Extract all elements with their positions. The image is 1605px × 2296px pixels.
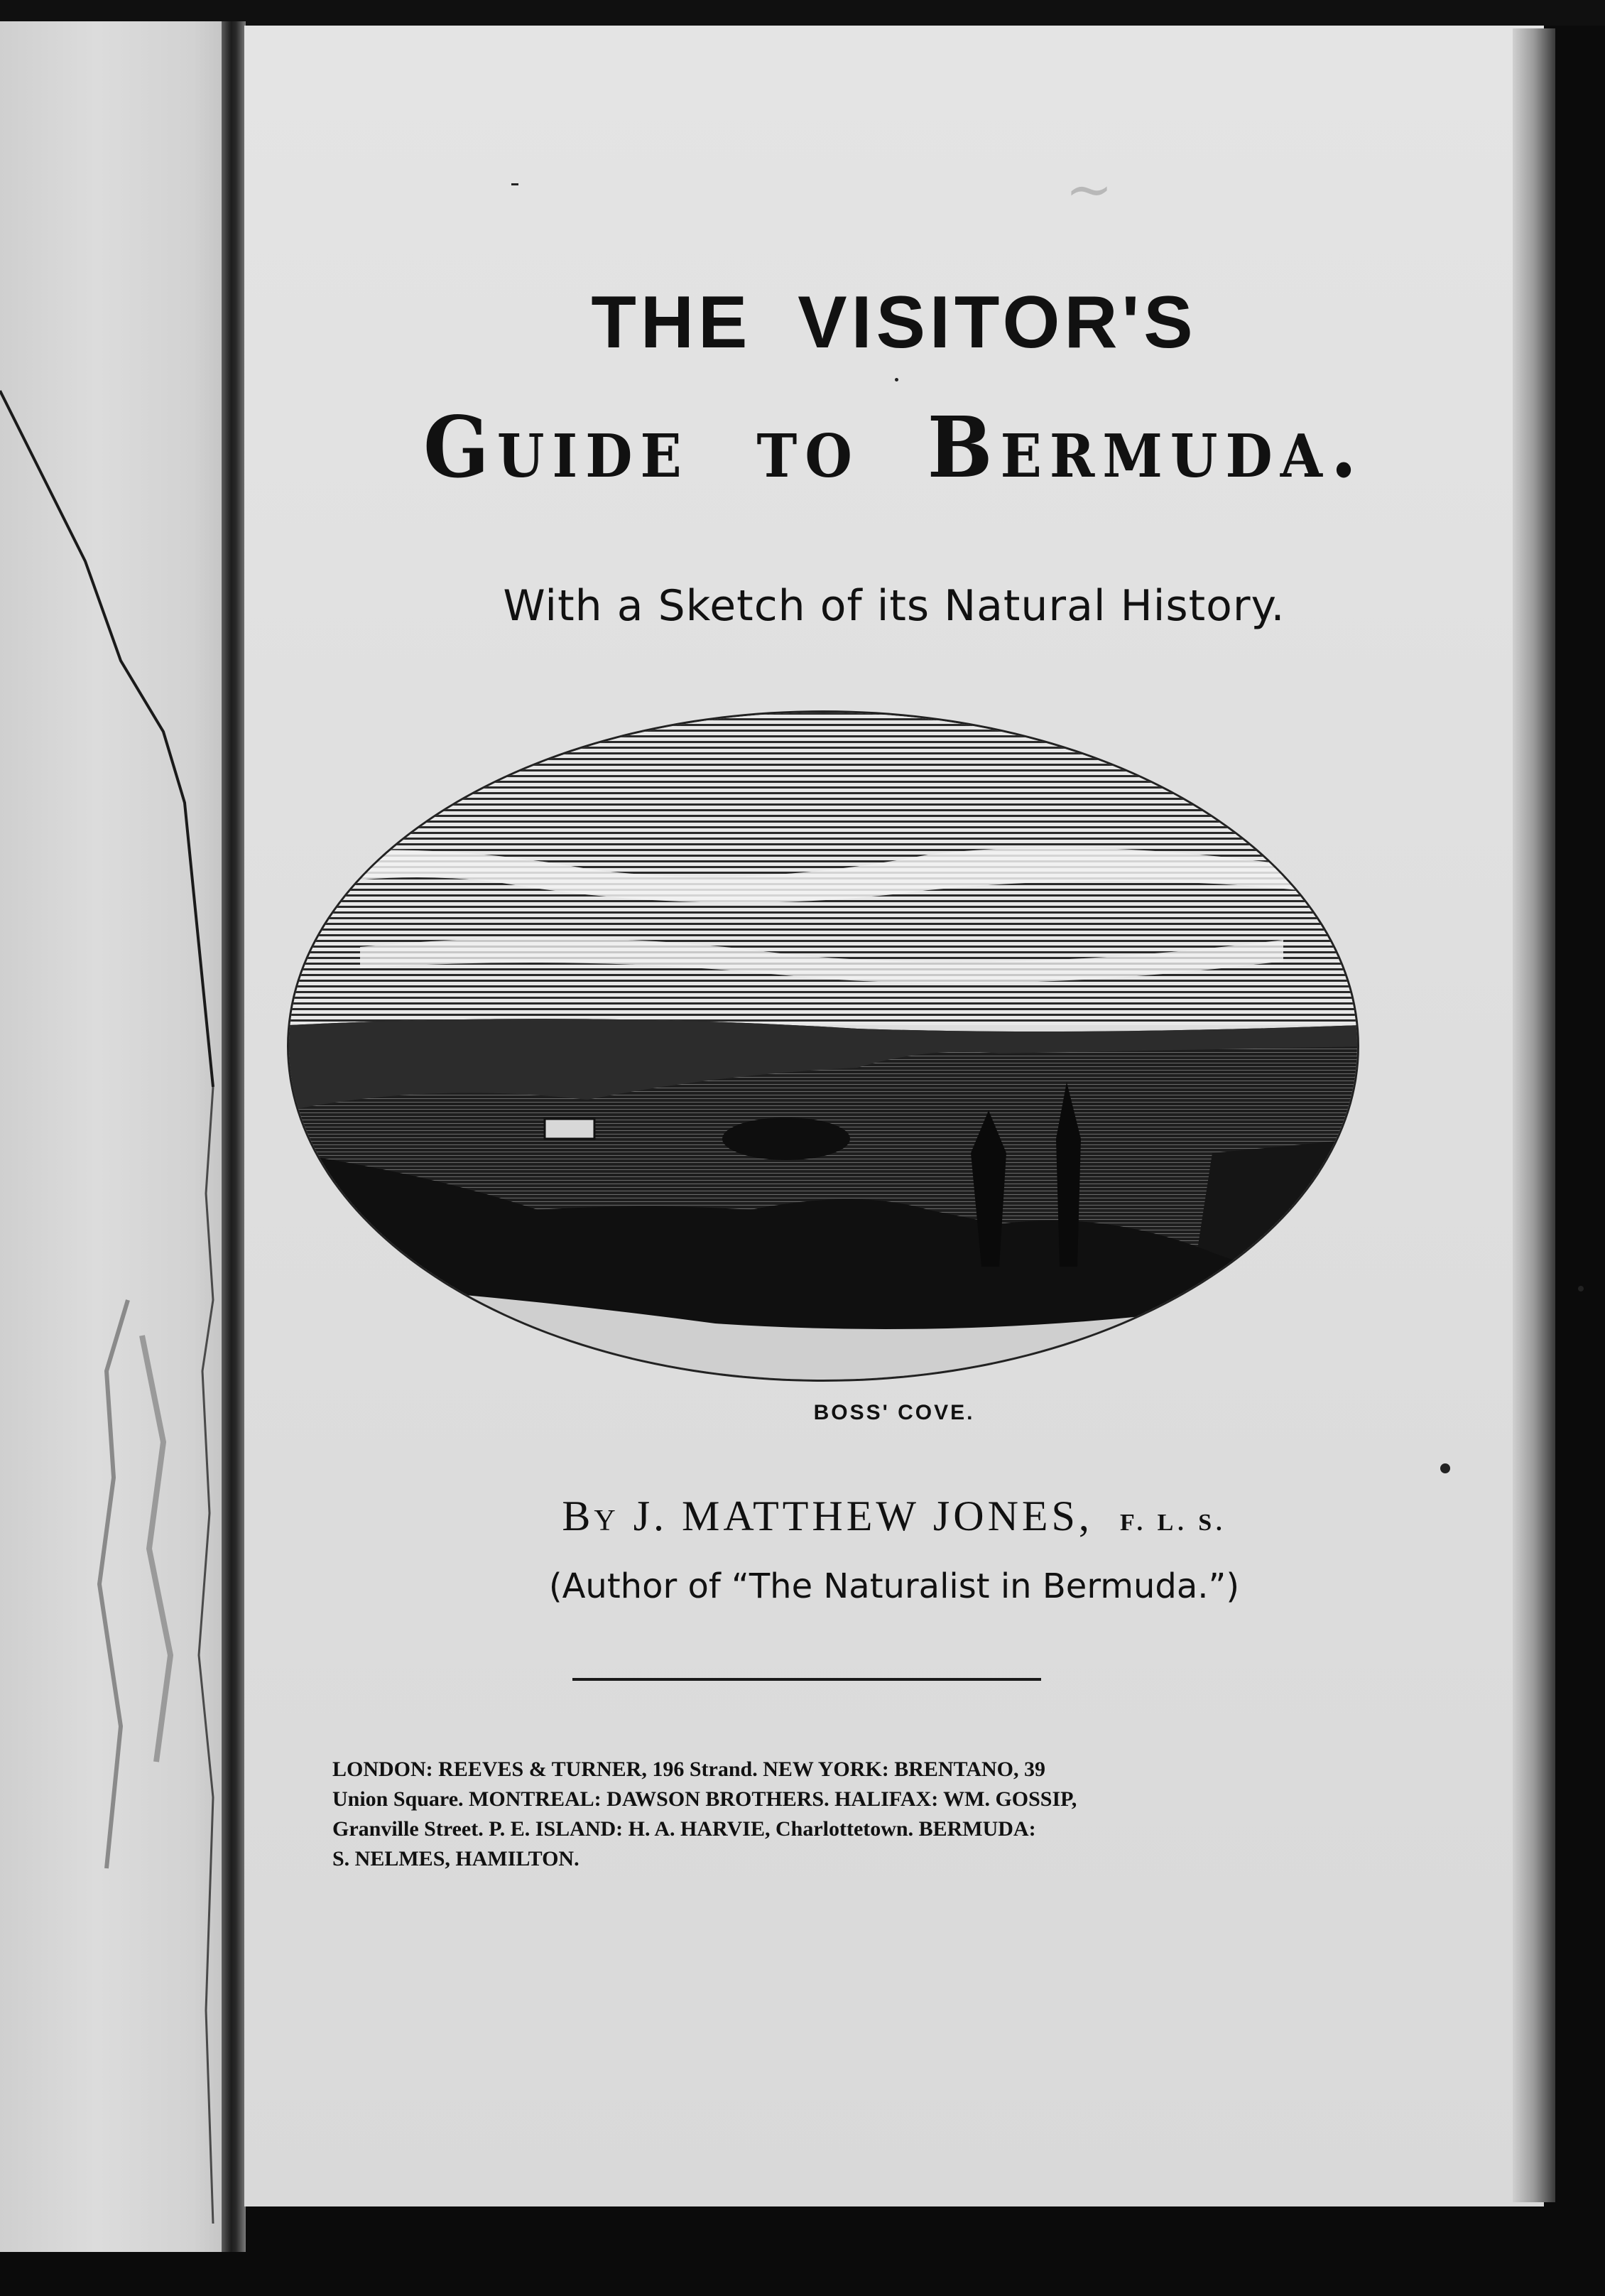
imprint-line: S. NELMES, HAMILTON. (332, 1847, 580, 1870)
imprint-line: LONDON: REEVES & TURNER, 196 Strand. NEW YORK: BRENTANO, 39 (332, 1758, 1046, 1781)
paper-speck (895, 378, 898, 381)
imprint-line: Granville Street. P. E. ISLAND: H. A. HARVIE, Charlottetown. BERMUDA: (332, 1817, 1036, 1841)
author-credentials: F. L. S. (1119, 1510, 1226, 1536)
illustration-caption: BOSS' COVE. (813, 1401, 975, 1424)
handwritten-mark: ~ (1065, 156, 1114, 222)
engraving-boss-cove (287, 710, 1359, 1382)
subtitle: With a Sketch of its Natural History. (503, 581, 1285, 631)
title-line-1: THE VISITOR'S (591, 281, 1197, 364)
cover-crease-lines (0, 21, 241, 2252)
horizontal-rule (572, 1678, 1041, 1681)
paper-speck (511, 183, 518, 185)
title-line-2: Guide to Bermuda. (423, 398, 1365, 497)
spine-gutter (222, 21, 246, 2252)
author-name: J. MATTHEW JONES, (633, 1493, 1093, 1539)
author-by: By (562, 1493, 619, 1539)
author-line (244, 1492, 1544, 1541)
imprint-line: Union Square. MONTREAL: DAWSON BROTHERS. HALIFAX: WM. GOSSIP, (332, 1787, 1077, 1811)
cover-leaf (0, 21, 241, 2252)
paper-speck (1440, 1463, 1450, 1473)
engraving-image (289, 713, 1359, 1382)
author-note: (Author of “The Naturalist in Bermuda.”) (548, 1566, 1240, 1606)
publisher-imprint (332, 1755, 1284, 1874)
paper-speck (1578, 1286, 1584, 1292)
